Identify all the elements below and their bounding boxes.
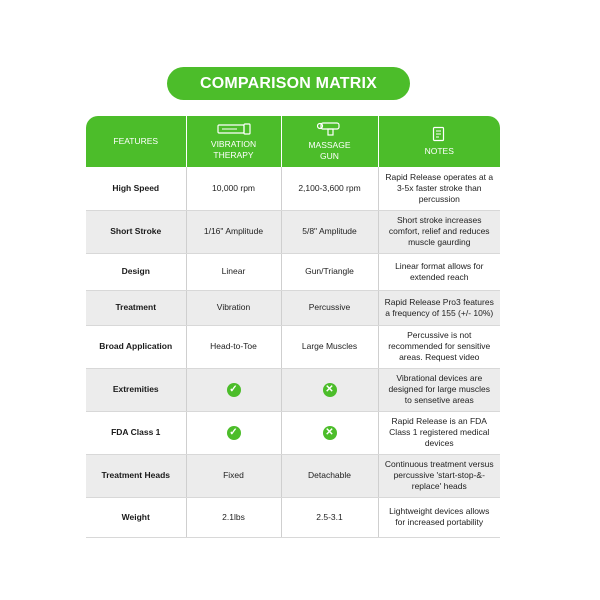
header-massage — [281, 116, 378, 167]
massage-cell: 5/8" Amplitude — [281, 210, 378, 253]
vibration-cell: Head-to-Toe — [186, 325, 281, 368]
notes-cell: Rapid Release operates at a 3-5x faster stroke than percussion — [378, 167, 500, 210]
header-notes — [378, 116, 500, 167]
vibration-cell: 1/16" Amplitude — [186, 210, 281, 253]
massage-cell: Percussive — [281, 290, 378, 325]
table-row — [86, 325, 500, 368]
header-notes-label: NOTES — [424, 146, 454, 156]
notes-cell: Short stroke increases comfort, relief and reduces muscle gaurding — [378, 210, 500, 253]
feature-cell: Weight — [86, 497, 186, 537]
x-icon: ✕ — [323, 426, 337, 440]
massage-cell: Gun/Triangle — [281, 253, 378, 290]
vibration-cell: 10,000 rpm — [186, 167, 281, 210]
vibration-device-icon — [217, 123, 251, 135]
x-icon: ✕ — [323, 383, 337, 397]
feature-cell: Broad Application — [86, 325, 186, 368]
feature-cell: High Speed — [86, 167, 186, 210]
feature-cell: FDA Class 1 — [86, 411, 186, 454]
notes-cell: Percussive is not recommended for sensitive areas. Request video — [378, 325, 500, 368]
feature-cell: Design — [86, 253, 186, 290]
table-row — [86, 411, 500, 454]
notes-icon — [432, 126, 446, 142]
comparison-table — [86, 116, 500, 538]
massage-cell: Detachable — [281, 454, 378, 497]
notes-cell: Vibrational devices are designed for large muscles to sensetive areas — [378, 368, 500, 411]
massage-cell: Large Muscles — [281, 325, 378, 368]
massage-gun-icon — [317, 122, 343, 136]
header-massage-label: MASSAGE GUN — [308, 139, 351, 161]
vibration-cell: Fixed — [186, 454, 281, 497]
table-row — [86, 253, 500, 290]
notes-cell: Lightweight devices allows for increased portability — [378, 497, 500, 537]
header-features-label: FEATURES — [113, 136, 159, 146]
check-icon: ✓ — [227, 426, 241, 440]
page-title: COMPARISON MATRIX — [167, 67, 410, 100]
check-icon: ✓ — [227, 383, 241, 397]
notes-cell: Rapid Release Pro3 features a frequency of 155 (+/- 10%) — [378, 290, 500, 325]
notes-cell: Rapid Release is an FDA Class 1 registered medical devices — [378, 411, 500, 454]
table-row — [86, 210, 500, 253]
massage-cell: 2,100-3,600 rpm — [281, 167, 378, 210]
header-row — [86, 116, 500, 167]
notes-cell: Linear format allows for extended reach — [378, 253, 500, 290]
vibration-cell — [186, 411, 281, 454]
vibration-cell: Linear — [186, 253, 281, 290]
vibration-cell — [186, 368, 281, 411]
header-vibration-label: VIBRATION THERAPY — [210, 138, 257, 160]
table-row — [86, 167, 500, 210]
feature-cell: Treatment Heads — [86, 454, 186, 497]
massage-cell — [281, 368, 378, 411]
massage-cell: 2.5-3.1 — [281, 497, 378, 537]
vibration-cell: 2.1lbs — [186, 497, 281, 537]
table-row — [86, 497, 500, 537]
vibration-cell: Vibration — [186, 290, 281, 325]
table-row — [86, 368, 500, 411]
header-vibration — [186, 116, 281, 167]
feature-cell: Short Stroke — [86, 210, 186, 253]
table-row — [86, 290, 500, 325]
table-row — [86, 454, 500, 497]
feature-cell: Treatment — [86, 290, 186, 325]
header-features — [86, 116, 186, 167]
feature-cell: Extremities — [86, 368, 186, 411]
massage-cell — [281, 411, 378, 454]
notes-cell: Continuous treatment versus percussive 'start-stop-&-replace' heads — [378, 454, 500, 497]
